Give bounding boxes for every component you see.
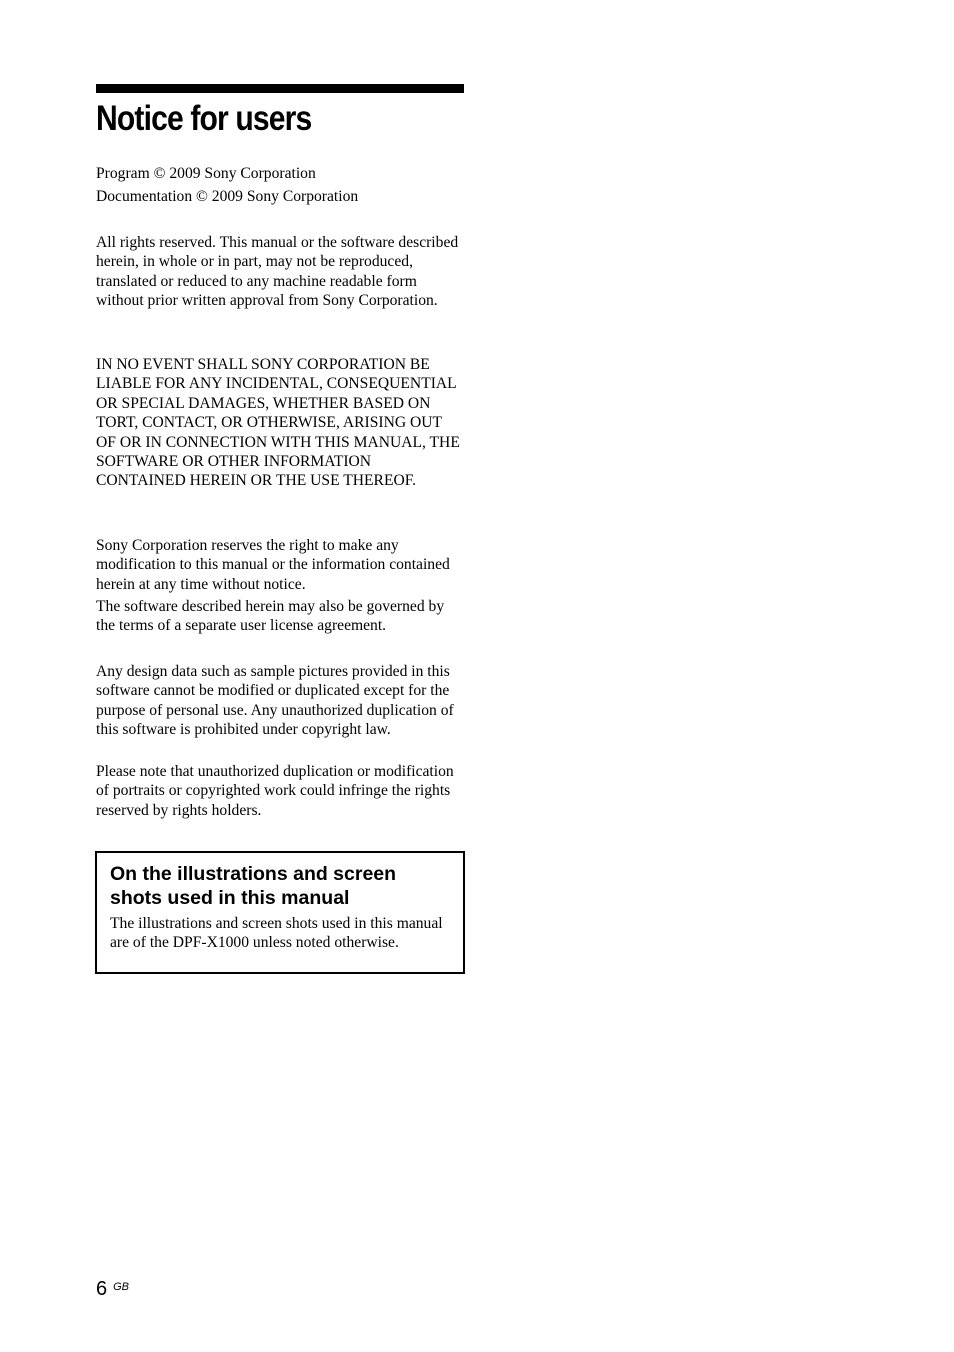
disclaimer-paragraph: IN NO EVENT SHALL SONY CORPORATION BE LIABLE FOR ANY INCIDENTAL, CONSEQUENTIAL OR SPECIAL DAMAGES, WHETHER BASED ON TORT, CONTACT, OR OTHERWISE, ARISING OUT OF OR IN CONNECTION WITH THIS MANUAL, THE SOFTWARE OR OTHER INFORMATION CONTAINED HEREIN OR THE USE THEREOF. [96,356,460,490]
note-box-heading: On the illustrations and screen shots used in this manual [110,863,397,909]
copyright-block [96,164,464,211]
license-paragraph: The software described herein may also be governed by the terms of a separate user license agreement. [96,598,445,635]
page-number: 6 [96,1278,108,1300]
reserves-paragraph: Sony Corporation reserves the right to make any modification to this manual or the information contained herein at any time without notice. [96,537,450,593]
copyright-documentation: Documentation © 2009 Sony Corporation [96,188,359,206]
duplication-note-paragraph: Please note that unauthorized duplication or modification of portraits or copyrighted work could infringe the rights reserved by rights holders. [96,763,454,819]
main-column [96,84,464,819]
design-data-paragraph: Any design data such as sample pictures provided in this software cannot be modified or duplicated except for the purpose of personal use. Any unauthorized duplication of this software is prohibited under copyright law. [96,663,454,739]
illustrations-note-box [95,851,465,974]
copyright-program: Program © 2009 Sony Corporation [96,165,316,182]
rights-paragraph: All rights reserved. This manual or the software described herein, in whole or in part, may not be reproduced, translated or reduced to any machine readable form without prior written approval from Sony Corporation. [96,234,459,310]
note-box-text: The illustrations and screen shots used in this manual are of the DPF-X1000 unless noted otherwise. [110,915,443,952]
page-language-code: GB [113,1281,130,1293]
page-title: Notice for users [96,99,312,138]
page-footer [96,1278,129,1301]
title-rule [96,84,464,93]
